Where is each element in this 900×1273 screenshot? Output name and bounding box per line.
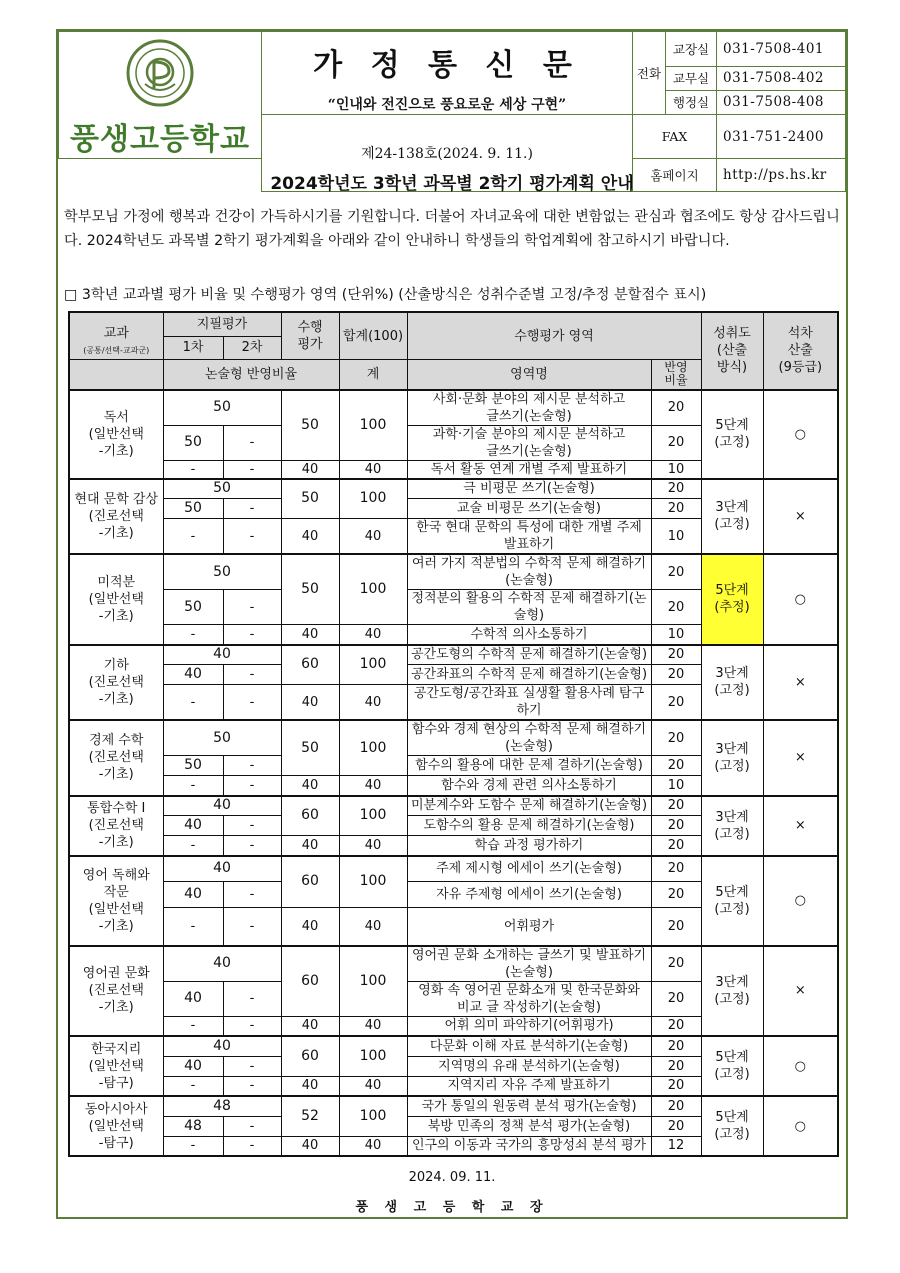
essay-ratio-cell: - [223, 836, 281, 856]
essay-ratio-cell: 40 [339, 1076, 407, 1096]
table-row [69, 946, 838, 982]
subject-name: 한국지리 (일반선택 -탐구) [69, 1036, 163, 1096]
essay-ratio-cell: 40 [281, 519, 339, 555]
essay-ratio-cell: - [163, 460, 223, 479]
area-name: 수학적 의사소통하기 [407, 625, 651, 645]
written-total: 50 [163, 479, 281, 499]
phone-number-0: 031-7508-401 [717, 32, 846, 67]
rank-mark: ○ [763, 390, 838, 479]
total-score: 100 [339, 946, 407, 1017]
achievement-level: 3단계 (고정) [701, 645, 763, 721]
second-exam: - [223, 1116, 281, 1136]
first-exam: 40 [163, 1056, 223, 1076]
area-name: 미분계수와 도함수 문제 해결하기(논술형) [407, 796, 651, 816]
essay-ratio-cell: 40 [339, 460, 407, 479]
th-first: 1차 [163, 336, 223, 359]
section-heading: □ 3학년 교과별 평가 비율 및 수행평가 영역 (단위%) (산출방식은 성취수준별 고정/추정 분할점수 표시) [64, 287, 707, 303]
phone-label: 전화 [633, 32, 666, 115]
area-name: 정적분의 활용의 수학적 문제 해결하기(논술형) [407, 590, 651, 625]
subject-name: 영어 독해와 작문 (일반선택 -기초) [69, 856, 163, 946]
written-total: 50 [163, 720, 281, 756]
performance-ratio: 50 [281, 390, 339, 461]
table-row [69, 1036, 838, 1056]
essay-ratio-cell: 40 [281, 908, 339, 946]
area-name: 영어권 문화 소개하는 글쓰기 및 발표하기(논술형) [407, 946, 651, 982]
area-weight: 20 [651, 816, 701, 836]
area-name: 공간좌표의 수학적 문제 해결하기(논술형) [407, 665, 651, 685]
first-exam: 50 [163, 499, 223, 519]
area-name: 극 비평문 쓰기(논술형) [407, 479, 651, 499]
th-achievement: 성취도 (산출 방식) [701, 312, 763, 390]
rank-mark: ○ [763, 554, 838, 645]
school-emblem-icon [125, 38, 195, 108]
area-name: 함수와 경제 현상의 수학적 문제 해결하기(논술형) [407, 720, 651, 756]
area-weight: 20 [651, 554, 701, 590]
second-exam: - [223, 816, 281, 836]
th-weight: 반영 비율 [651, 360, 701, 390]
phone-dept-1: 교무실 [666, 66, 717, 90]
second-exam: - [223, 981, 281, 1016]
area-weight: 20 [651, 1036, 701, 1056]
essay-ratio-cell: - [223, 908, 281, 946]
document-frame [56, 29, 848, 1219]
performance-ratio: 60 [281, 946, 339, 1017]
total-score: 100 [339, 479, 407, 519]
table-row [69, 390, 838, 426]
table-row [69, 645, 838, 665]
th-written: 지필평가 [163, 312, 281, 336]
first-exam: 40 [163, 665, 223, 685]
essay-ratio-cell: - [223, 776, 281, 796]
written-total: 40 [163, 1036, 281, 1056]
achievement-level: 3단계 (고정) [701, 946, 763, 1037]
area-name: 공간도형의 수학적 문제 해결하기(논술형) [407, 645, 651, 665]
fax-number: 031-751-2400 [717, 115, 846, 159]
essay-ratio-cell: 40 [339, 908, 407, 946]
notice-subtitle: 2024학년도 3학년 과목별 2학기 평가계획 안내 [270, 174, 634, 194]
total-score: 100 [339, 1096, 407, 1136]
total-score: 100 [339, 554, 407, 625]
essay-ratio-cell: 40 [281, 1136, 339, 1156]
th-rank: 석차 산출 (9등급) [763, 312, 838, 390]
subject-name: 통합수학 I (진로선택 -기초) [69, 796, 163, 856]
area-name: 함수의 활용에 대한 문제 결하기(논술형) [407, 756, 651, 776]
performance-ratio: 60 [281, 1036, 339, 1076]
essay-ratio-cell: 40 [281, 460, 339, 479]
performance-ratio: 50 [281, 720, 339, 776]
written-total: 40 [163, 796, 281, 816]
area-name: 국가 통일의 원동력 분석 평가(논술형) [407, 1096, 651, 1116]
area-weight: 20 [651, 1116, 701, 1136]
table-row [69, 554, 838, 590]
essay-ratio-cell: 40 [339, 1016, 407, 1036]
intro-paragraph: 학부모님 가정에 행복과 건강이 가득하시기를 기원합니다. 더불어 자녀교육에 대한 변함없는 관심과 협조에도 항상 감사드립니다. 2024학년도 과목별 2학기 평가계획을 아래와 같이 안내하니 학생들의 학업계획에 참고하시기 바랍니다. [64, 209, 840, 249]
school-name: 풍생고등학교 [70, 122, 250, 157]
area-name: 주제 제시형 에세이 쓰기(논술형) [407, 856, 651, 882]
achievement-level: 5단계 (고정) [701, 390, 763, 479]
area-weight: 20 [651, 756, 701, 776]
phone-dept-2: 행정실 [666, 90, 717, 114]
first-exam: 40 [163, 981, 223, 1016]
total-score: 100 [339, 390, 407, 461]
subject-name: 기하 (진로선택 -기초) [69, 645, 163, 721]
area-weight: 20 [651, 1056, 701, 1076]
achievement-level: 3단계 (고정) [701, 720, 763, 796]
area-name: 공간도형/공간좌표 실생활 활용사례 탐구하기 [407, 685, 651, 721]
essay-ratio-cell: 40 [281, 1076, 339, 1096]
second-exam: - [223, 425, 281, 460]
area-weight: 20 [651, 981, 701, 1016]
th-subject: 교과 (공통/선택-교과군) [69, 312, 163, 360]
area-weight: 20 [651, 1096, 701, 1116]
first-exam: 50 [163, 756, 223, 776]
area-name: 여러 가지 적분법의 수학적 문제 해결하기(논술형) [407, 554, 651, 590]
performance-ratio: 50 [281, 479, 339, 519]
school-logo-cell [59, 32, 262, 159]
total-score: 100 [339, 856, 407, 908]
total-score: 100 [339, 645, 407, 685]
area-name: 지역명의 유래 분석하기(논술형) [407, 1056, 651, 1076]
essay-ratio-cell: - [163, 1076, 223, 1096]
subject-name: 동아시아사 (일반선택 -탐구) [69, 1096, 163, 1156]
second-exam: - [223, 590, 281, 625]
area-weight: 20 [651, 1016, 701, 1036]
area-weight: 20 [651, 882, 701, 908]
area-weight: 20 [651, 946, 701, 982]
achievement-level: 5단계 (고정) [701, 1096, 763, 1156]
th-areas: 수행평가 영역 [407, 312, 701, 360]
area-weight: 20 [651, 1076, 701, 1096]
principal-signature: 풍 생 고 등 학 교 장 [355, 1200, 549, 1215]
essay-ratio-cell: - [163, 1136, 223, 1156]
area-name: 영화 속 영어권 문화소개 및 한국문화와 비교 글 작성하기(논술형) [407, 981, 651, 1016]
area-name: 북방 민족의 정책 분석 평가(논술형) [407, 1116, 651, 1136]
rank-mark: ○ [763, 1096, 838, 1156]
area-name: 한국 현대 문학의 특성에 대한 개별 주제 발표하기 [407, 519, 651, 555]
rank-mark: ○ [763, 856, 838, 946]
essay-ratio-cell: - [163, 625, 223, 645]
rank-mark: × [763, 645, 838, 721]
essay-ratio-cell: 40 [281, 836, 339, 856]
school-motto: “인내와 전진으로 풍요로운 세상 구현” [327, 97, 567, 113]
total-score: 100 [339, 1036, 407, 1076]
essay-ratio-cell: 40 [281, 625, 339, 645]
first-exam: 40 [163, 816, 223, 836]
essay-ratio-cell: 40 [339, 685, 407, 721]
achievement-level: 5단계 (고정) [701, 856, 763, 946]
essay-ratio-cell: 40 [281, 776, 339, 796]
essay-ratio-cell: - [163, 685, 223, 721]
essay-ratio-cell: 40 [339, 625, 407, 645]
essay-ratio-cell: - [163, 836, 223, 856]
written-total: 40 [163, 645, 281, 665]
document-title: 가 정 통 신 문 [313, 48, 581, 83]
achievement-level: 3단계 (고정) [701, 796, 763, 856]
performance-ratio: 52 [281, 1096, 339, 1136]
area-weight: 10 [651, 519, 701, 555]
written-total: 50 [163, 554, 281, 590]
table-row [69, 720, 838, 756]
rank-mark: × [763, 796, 838, 856]
area-name: 과학·기술 분야의 제시문 분석하고 글쓰기(논술형) [407, 425, 651, 460]
second-exam: - [223, 756, 281, 776]
area-name: 사회·문화 분야의 제시문 분석하고 글쓰기(논술형) [407, 390, 651, 426]
subject-name: 독서 (일반선택 -기초) [69, 390, 163, 479]
area-weight: 20 [651, 390, 701, 426]
subject-name: 미적분 (일반선택 -기초) [69, 554, 163, 645]
subject-name: 영어권 문화 (진로선택 -기초) [69, 946, 163, 1037]
second-exam: - [223, 1056, 281, 1076]
area-name: 어휘 의미 파악하기(어휘평가) [407, 1016, 651, 1036]
table-row [69, 796, 838, 816]
essay-ratio-cell: - [223, 460, 281, 479]
area-weight: 20 [651, 720, 701, 756]
rank-mark: × [763, 720, 838, 796]
second-exam: - [223, 665, 281, 685]
th-total: 합계(100) [339, 312, 407, 360]
second-exam: - [223, 499, 281, 519]
homepage-link[interactable]: http://ps.hs.kr [717, 159, 846, 192]
achievement-level: 5단계 (추정) [701, 554, 763, 645]
homepage-label: 홈페이지 [633, 159, 717, 192]
rank-mark: ○ [763, 1036, 838, 1096]
area-weight: 20 [651, 425, 701, 460]
essay-ratio-cell: - [223, 519, 281, 555]
achievement-level: 5단계 (고정) [701, 1036, 763, 1096]
area-weight: 20 [651, 796, 701, 816]
title-cell [262, 32, 633, 115]
area-name: 인구의 이동과 국가의 흥망성쇠 분석 평가 [407, 1136, 651, 1156]
essay-ratio-cell: - [163, 519, 223, 555]
achievement-level: 3단계 (고정) [701, 479, 763, 555]
essay-ratio-cell: - [223, 1016, 281, 1036]
table-row [69, 479, 838, 499]
written-total: 40 [163, 946, 281, 982]
rank-mark: × [763, 479, 838, 555]
table-row [69, 1096, 838, 1116]
issue-number: 제24-138호(2024. 9. 11.) [262, 115, 633, 192]
area-weight: 20 [651, 479, 701, 499]
footer-date: 2024. 09. 11. [408, 1170, 496, 1185]
written-total: 50 [163, 390, 281, 426]
subject-name: 경제 수학 (진로선택 -기초) [69, 720, 163, 796]
area-name: 함수와 경제 관련 의사소통하기 [407, 776, 651, 796]
letterhead [58, 31, 846, 183]
phone-number-1: 031-7508-402 [717, 66, 846, 90]
first-exam: 40 [163, 882, 223, 908]
phone-dept-0: 교장실 [666, 32, 717, 67]
essay-ratio-cell: 40 [339, 776, 407, 796]
area-weight: 20 [651, 590, 701, 625]
essay-ratio-cell: - [163, 908, 223, 946]
first-exam: 50 [163, 590, 223, 625]
area-weight: 20 [651, 836, 701, 856]
area-weight: 10 [651, 460, 701, 479]
first-exam: 50 [163, 425, 223, 460]
total-score: 100 [339, 796, 407, 836]
area-weight: 20 [651, 645, 701, 665]
essay-ratio-cell: 40 [339, 1136, 407, 1156]
th-area-name: 영역명 [407, 360, 651, 390]
essay-ratio-cell: - [223, 685, 281, 721]
essay-ratio-cell: - [163, 1016, 223, 1036]
table-row [69, 856, 838, 882]
area-weight: 20 [651, 685, 701, 721]
th-second: 2차 [223, 336, 281, 359]
area-name: 독서 활동 연계 개별 주제 발표하기 [407, 460, 651, 479]
area-weight: 20 [651, 665, 701, 685]
fax-label: FAX [633, 115, 717, 159]
area-name: 지역지리 자유 주제 발표하기 [407, 1076, 651, 1096]
essay-ratio-cell: 40 [339, 836, 407, 856]
th-essay-ratio: 논술형 반영비율 [163, 360, 339, 390]
area-name: 교술 비평문 쓰기(논술형) [407, 499, 651, 519]
th-performance: 수행 평가 [281, 312, 339, 360]
evaluation-table [68, 311, 839, 1157]
performance-ratio: 50 [281, 554, 339, 625]
performance-ratio: 60 [281, 645, 339, 685]
area-weight: 20 [651, 908, 701, 946]
essay-ratio-cell: - [223, 625, 281, 645]
area-weight: 12 [651, 1136, 701, 1156]
first-exam: 48 [163, 1116, 223, 1136]
area-weight: 20 [651, 499, 701, 519]
performance-ratio: 60 [281, 796, 339, 836]
written-total: 48 [163, 1096, 281, 1116]
area-name: 어휘평가 [407, 908, 651, 946]
area-name: 다문화 이해 자료 분석하기(논술형) [407, 1036, 651, 1056]
second-exam: - [223, 882, 281, 908]
evaluation-table-body [69, 390, 838, 1157]
essay-ratio-cell: 40 [339, 519, 407, 555]
area-name: 학습 과정 평가하기 [407, 836, 651, 856]
essay-ratio-cell: 40 [281, 1016, 339, 1036]
written-total: 40 [163, 856, 281, 882]
area-weight: 10 [651, 625, 701, 645]
phone-number-2: 031-7508-408 [717, 90, 846, 114]
subject-name: 현대 문학 감상 (진로선택 -기초) [69, 479, 163, 555]
essay-ratio-cell: 40 [281, 685, 339, 721]
area-weight: 20 [651, 856, 701, 882]
essay-ratio-cell: - [223, 1076, 281, 1096]
th-sum: 계 [339, 360, 407, 390]
area-name: 도함수의 활용 문제 해결하기(논술형) [407, 816, 651, 836]
rank-mark: × [763, 946, 838, 1037]
total-score: 100 [339, 720, 407, 776]
area-weight: 10 [651, 776, 701, 796]
area-name: 자유 주제형 에세이 쓰기(논술형) [407, 882, 651, 908]
essay-ratio-cell: - [163, 776, 223, 796]
performance-ratio: 60 [281, 856, 339, 908]
essay-ratio-cell: - [223, 1136, 281, 1156]
